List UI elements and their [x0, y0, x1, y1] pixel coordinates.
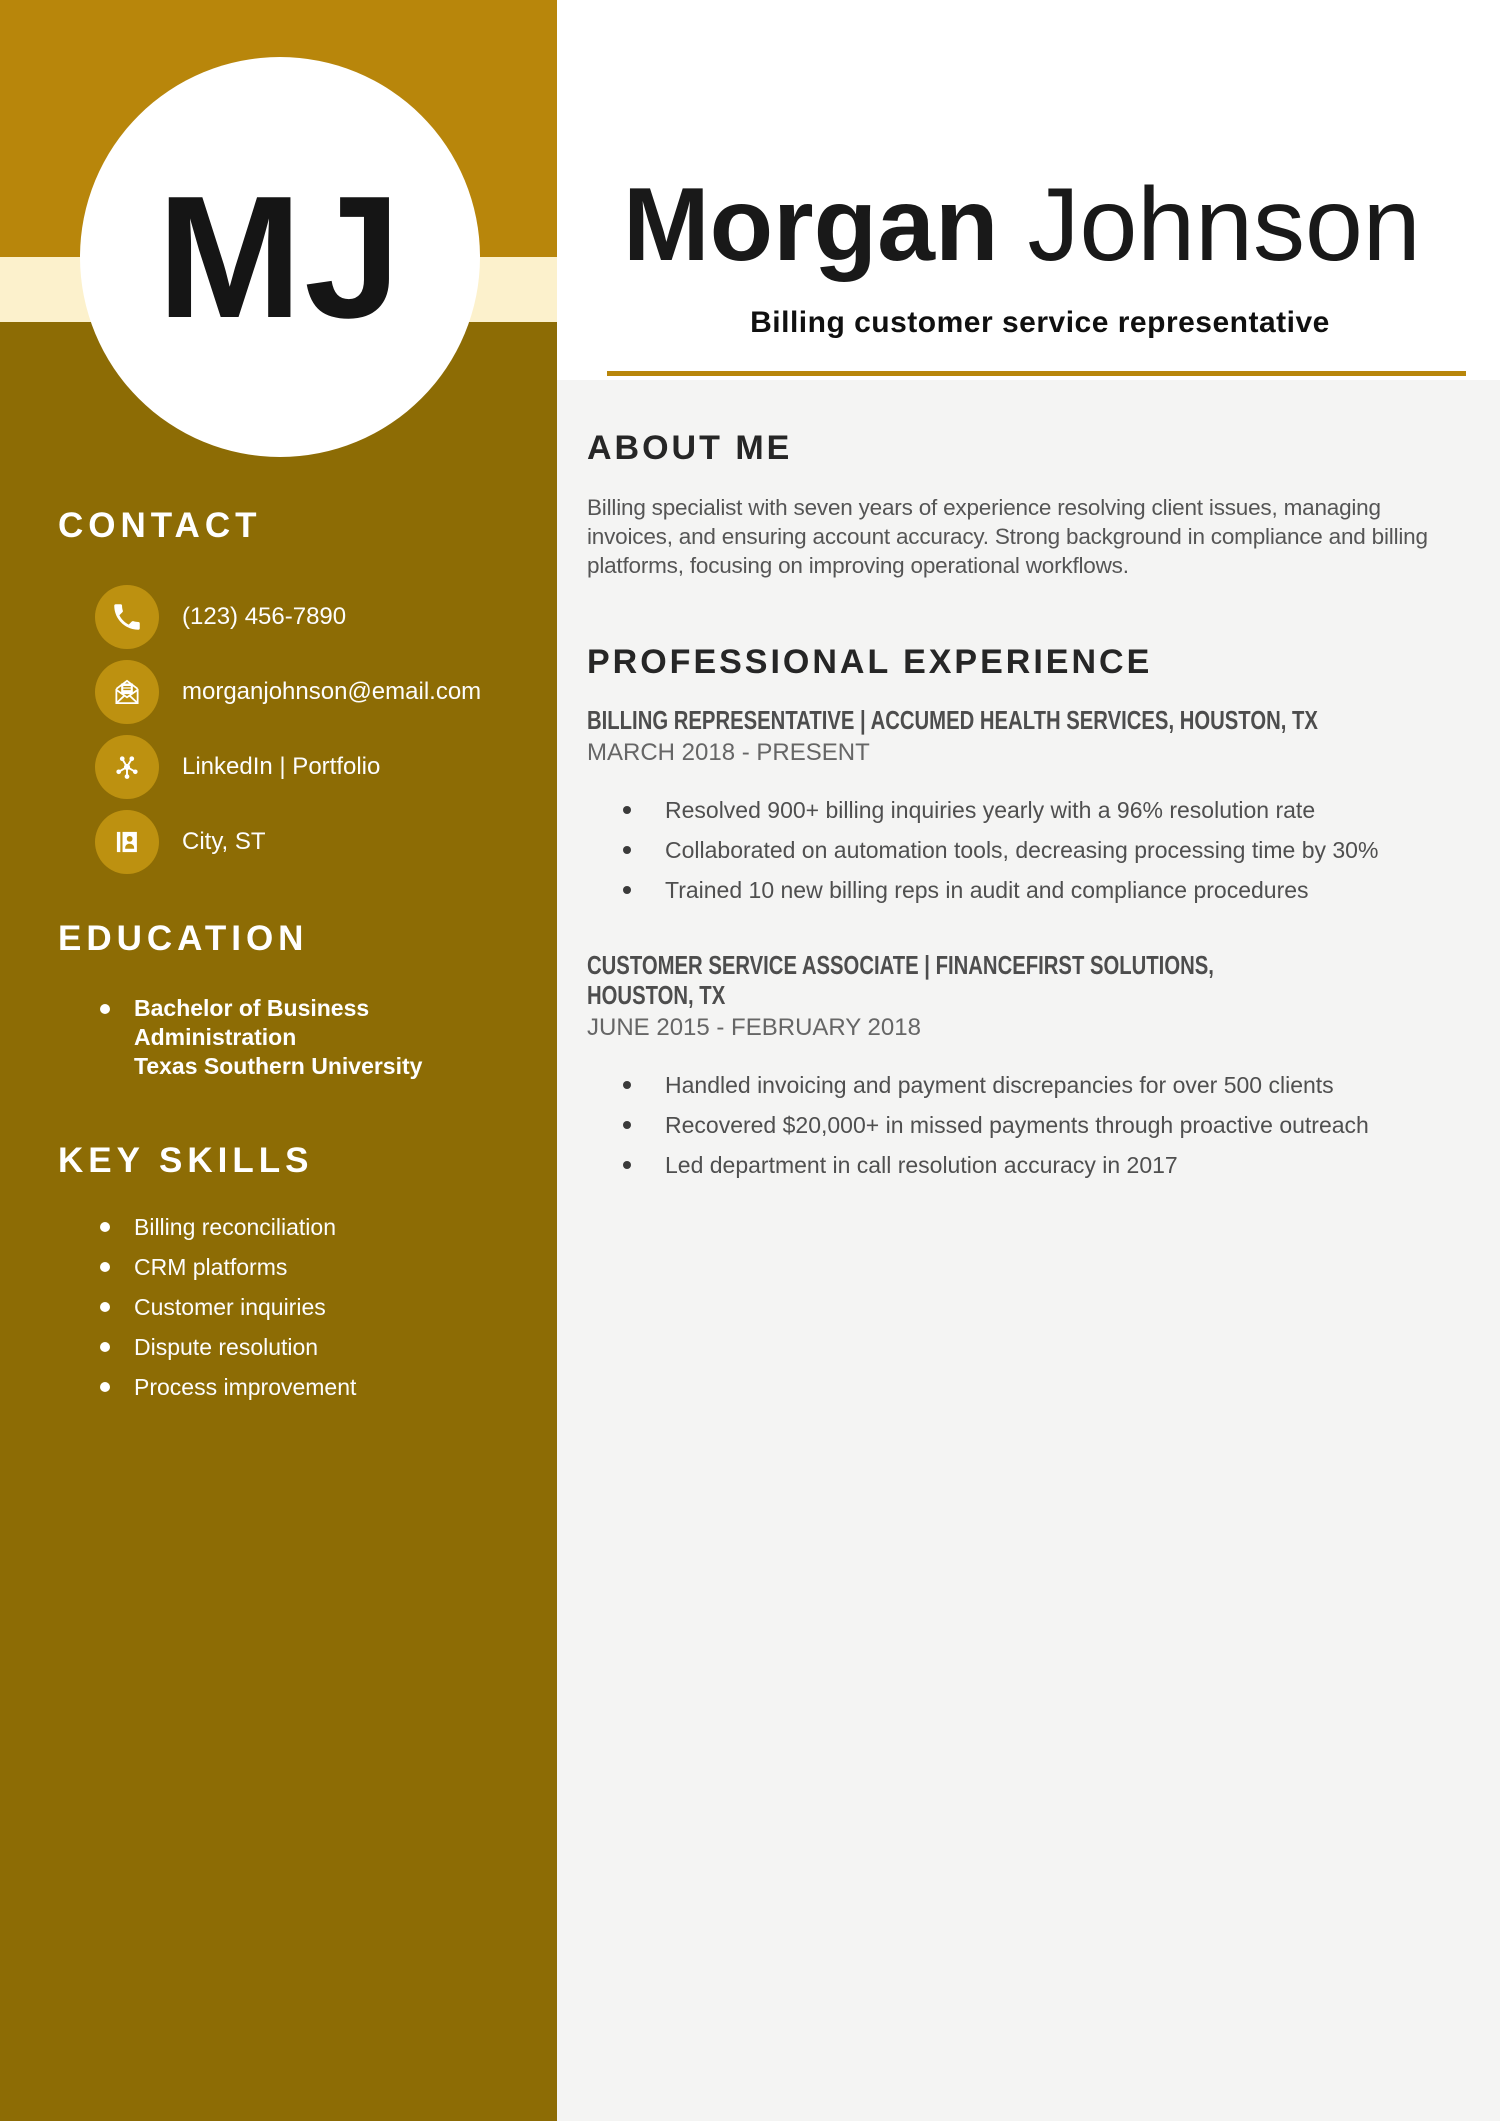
header: [557, 0, 1500, 380]
experience-heading: PROFESSIONAL EXPERIENCE: [587, 643, 1153, 681]
job-bullet-list: [587, 1070, 1440, 1180]
links-value[interactable]: LinkedIn | Portfolio: [182, 753, 381, 780]
job-bullet: Led department in call resolution accuracy in 2017: [587, 1150, 1440, 1180]
network-icon: [95, 735, 159, 799]
education-heading: EDUCATION: [58, 919, 309, 958]
education-section: [0, 918, 557, 1081]
skill-item: Process improvement: [0, 1374, 557, 1401]
first-name: Morgan: [623, 167, 999, 283]
contact-row-links: [0, 735, 557, 799]
job-bullet: Handled invoicing and payment discrepancies for over 500 clients: [587, 1070, 1440, 1100]
education-degree: Bachelor of Business Administration: [134, 995, 370, 1050]
about-me-text: Billing specialist with seven years of experience resolving client issues, managing invoices, and ensuring account accuracy. Strong background in compliance and billing platforms, focusing on improving operational workflows.: [587, 495, 1428, 578]
job-title-subtitle: Billing customer service representative: [750, 306, 1330, 339]
job-title-line: BILLING REPRESENTATIVE | ACCUMED HEALTH SERVICES, HOUSTON, TX: [587, 705, 1318, 735]
location-value: City, ST: [182, 828, 266, 855]
job-title: [587, 705, 1440, 735]
content-area: [557, 380, 1500, 2121]
about-me-heading: ABOUT ME: [587, 429, 793, 467]
phone-icon: [95, 585, 159, 649]
key-skills-list: [0, 1214, 557, 1401]
job-bullet: Trained 10 new billing reps in audit and compliance procedures: [587, 875, 1440, 905]
job-bullet: Resolved 900+ billing inquiries yearly with a 96% resolution rate: [587, 795, 1440, 825]
email-value[interactable]: morganjohnson@email.com: [182, 678, 482, 705]
gold-divider: [607, 371, 1466, 376]
job-title: [587, 950, 1440, 1010]
job-title-line: CUSTOMER SERVICE ASSOCIATE | FINANCEFIRST SOLUTIONS,: [587, 950, 1214, 980]
skill-item: Billing reconciliation: [0, 1214, 557, 1241]
avatar-monogram: MJ: [157, 159, 403, 354]
contact-row-email: [0, 660, 557, 724]
last-name: Johnson: [1027, 167, 1421, 283]
id-card-icon: [95, 810, 159, 874]
job-title-line: HOUSTON, TX: [587, 980, 726, 1010]
person-name: [623, 168, 1457, 282]
contact-section: [0, 505, 557, 874]
job-dates: MARCH 2018 - PRESENT: [587, 739, 870, 766]
job-bullet: Recovered $20,000+ in missed payments through proactive outreach: [587, 1110, 1440, 1140]
contact-row-location: [0, 810, 557, 874]
job-dates: JUNE 2015 - FEBRUARY 2018: [587, 1014, 921, 1041]
main-panel: [557, 0, 1500, 2121]
phone-value: (123) 456-7890: [182, 603, 347, 630]
job-bullet-list: [587, 795, 1440, 905]
key-skills-heading: KEY SKILLS: [58, 1141, 314, 1180]
skill-item: CRM platforms: [0, 1254, 557, 1281]
email-icon: [95, 660, 159, 724]
contact-heading: CONTACT: [58, 506, 262, 545]
education-item: [0, 994, 557, 1081]
avatar: [80, 57, 480, 457]
skill-item: Customer inquiries: [0, 1294, 557, 1321]
job-bullet: Collaborated on automation tools, decreasing processing time by 30%: [587, 835, 1440, 865]
key-skills-section: [0, 1140, 557, 1414]
contact-list: [0, 585, 557, 874]
job-entry: [587, 705, 1440, 905]
skill-item: Dispute resolution: [0, 1334, 557, 1361]
job-entry: [587, 950, 1440, 1180]
sidebar: [0, 0, 557, 2121]
contact-row-phone: [0, 585, 557, 649]
education-school: Texas Southern University: [134, 1053, 423, 1079]
